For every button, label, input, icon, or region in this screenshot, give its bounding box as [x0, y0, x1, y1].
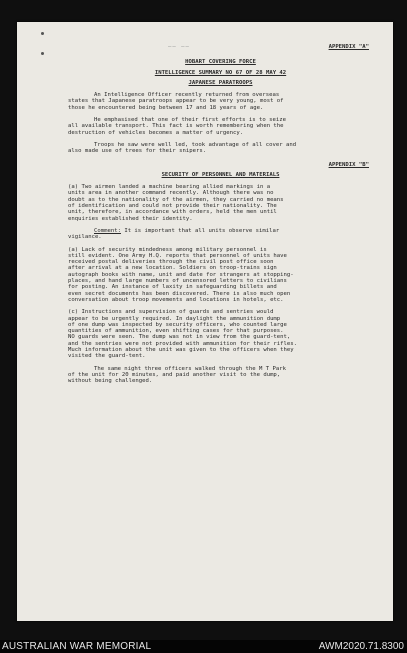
section-title-security: SECURITY OF PERSONNEL AND MATERIALS: [161, 171, 280, 178]
appendix-a-label: APPENDIX "A": [328, 44, 369, 50]
section-title-paratroops: JAPANESE PARATROOPS: [188, 79, 253, 86]
punch-hole-mark: [41, 32, 44, 35]
paragraph: An Intelligence Officer recently returned from overseas states that Japanese paratroops appear to be very young, most of those he encountered being between 17 and 18 years of age.: [68, 92, 284, 111]
comment-label: Comment:: [94, 227, 121, 234]
appendix-b-label: APPENDIX "B": [328, 161, 369, 168]
paragraph: Troops he saw were well led, took advantage of all cover and also made use of trees for their snipers.: [68, 141, 297, 155]
comment-text: It is important that all units observe similar vigilance.: [68, 227, 280, 241]
footer-bar: [0, 640, 407, 653]
institution-label: AUSTRALIAN WAR MEMORIAL: [2, 641, 152, 652]
accession-number: AWM2020.71.8300: [318, 641, 404, 652]
paragraph-d: The same night three officers walked through the M T Park of the unit for 20 minutes, and paid another visit to the dump, without being challenged.: [68, 365, 286, 385]
typed-document: [68, 44, 373, 384]
force-heading: HOBART COVERING FORCE: [185, 59, 256, 66]
paragraph: He emphasised that one of their first efforts is to seize all available transport. This fact is worth remembering when the destruction of vehicles becomes a matter of urgency.: [68, 117, 286, 136]
header-row: [68, 44, 373, 50]
summary-title: INTELLIGENCE SUMMARY NO 67 OF 28 MAY 42: [154, 69, 287, 76]
paragraph-b: (a) Lack of security mindedness among military personnel is still evident. One Army H.Q. reports that personnel of units have received postal deliveries through the civil post office soon after arrival at a new location. Soldiers on troop-trains sign autograph books with name, unit and date for strangers at stopping- places, and hand large numbers of uncensored letters to civilians for posting. An instance of laxity in safeguarding billets and even secret documents has been discovered. There is also much open conversation about troop movements and locations in hotels, etc.: [68, 246, 294, 303]
comment-paragraph: [68, 228, 373, 241]
paragraph-a: (a) Two airmen landed a machine bearing allied markings in a units area in another command recently. Although there was no doubt as to the nationality of the airmen, they carried no means of identification and could not provide their nationality. The unit, therefore, in accordance with orders, held the men until enquiries established their identity.: [68, 184, 284, 222]
paragraph-c: (c) Instructions and supervision of guards and sentries would appear to be urgently required. In daylight the ammunition dump of one dump was inspected by security officers, who counted large quantities of ammunition, even shifting cases for that purposes. NO guards were seen. The dump was not in view from the guard-tent, and the sentries were not provided with ammunition for their rifles. Much information about the unit was given to the officers when they visited the guard-tent.: [68, 309, 298, 360]
faint-header-mark: —— ——: [168, 44, 190, 50]
punch-hole-mark: [41, 52, 44, 55]
